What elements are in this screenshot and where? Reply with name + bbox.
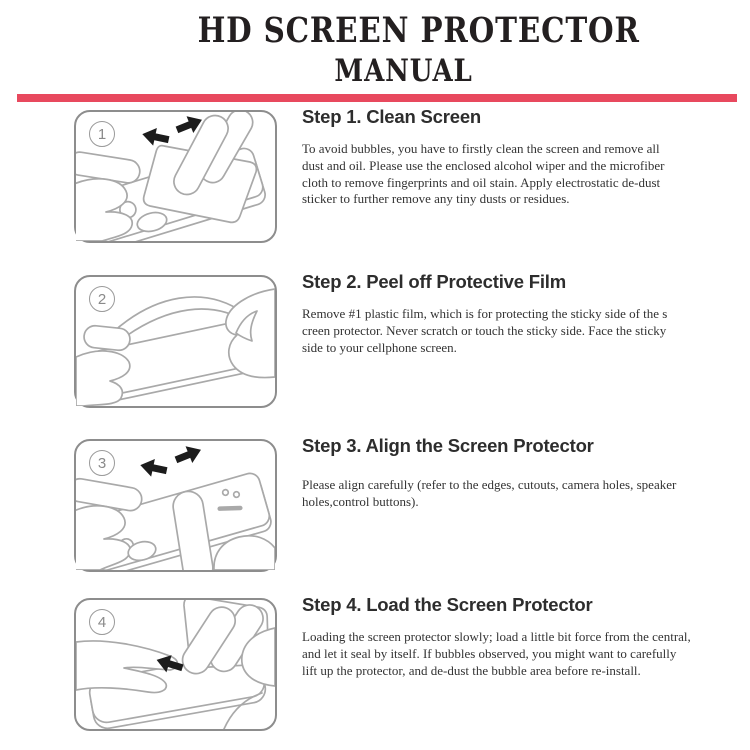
step-1-illustration-box xyxy=(74,110,277,243)
step-3-text xyxy=(302,435,750,511)
body-line: cloth to remove fingerprints and oil stain. Apply electrostatic de-dust xyxy=(302,174,661,190)
step-3-illustration-box xyxy=(74,439,277,572)
body-line: side to your cellphone screen. xyxy=(302,339,457,355)
body-line: sticker to further remove any tiny dusts or residues. xyxy=(302,191,570,207)
title-line-2: MANUAL xyxy=(334,53,473,89)
red-divider-rule xyxy=(17,94,737,102)
step-3-section xyxy=(74,435,750,572)
step-2-text xyxy=(302,271,750,356)
step-4-text xyxy=(302,594,750,679)
step-1-text xyxy=(302,106,750,208)
body-line: lift up the protector, and de-dust the bubble area before re-install. xyxy=(302,662,641,678)
step-1-heading: Step 1. Clean Screen xyxy=(302,106,482,127)
body-line: dust and oil. Please use the enclosed alcohol wiper and the microfiber xyxy=(302,157,665,173)
body-line: creen protector. Never scratch or touch the sticky side. Face the sticky xyxy=(302,322,667,338)
step-number-badge xyxy=(89,609,115,635)
step-number: 4 xyxy=(97,613,107,631)
step-2-section xyxy=(74,271,750,408)
step-2-heading: Step 2. Peel off Protective Film xyxy=(302,271,566,292)
body-line: Loading the screen protector slowly; load a little bit force from the central, xyxy=(302,629,691,644)
step-2-illustration-box xyxy=(74,275,277,408)
title-line-1: HD SCREEN PROTECTOR xyxy=(197,10,640,51)
thumb-outline xyxy=(83,325,131,352)
body-line: Remove #1 plastic film, which is for protecting the sticky side of the s xyxy=(302,306,668,321)
align-left-arrow-icon xyxy=(138,456,168,479)
step-4-section xyxy=(74,594,750,731)
manual-title xyxy=(0,10,750,90)
body-line: and let it seal by itself. If bubbles observed, you might want to carefully xyxy=(302,645,677,661)
step-number: 2 xyxy=(97,290,107,308)
step-3-heading: Step 3. Align the Screen Protector xyxy=(302,435,594,456)
body-line: Please align carefully (refer to the edges, cutouts, camera holes, speaker xyxy=(302,477,677,492)
align-right-arrow-icon xyxy=(173,441,205,468)
body-line: holes,control buttons). xyxy=(302,493,419,509)
step-4-heading: Step 4. Load the Screen Protector xyxy=(302,594,593,615)
step-number-badge xyxy=(89,286,115,312)
step-number-badge xyxy=(89,450,115,476)
body-line: To avoid bubbles, you have to firstly clean the screen and remove all xyxy=(302,141,660,156)
step-1-section xyxy=(74,106,750,243)
step-number: 1 xyxy=(97,125,107,143)
step-number: 3 xyxy=(97,454,107,472)
hand-outline xyxy=(214,536,275,570)
step-4-illustration-box xyxy=(74,598,277,731)
step-number-badge xyxy=(89,121,115,147)
wipe-left-arrow-icon xyxy=(140,125,170,148)
